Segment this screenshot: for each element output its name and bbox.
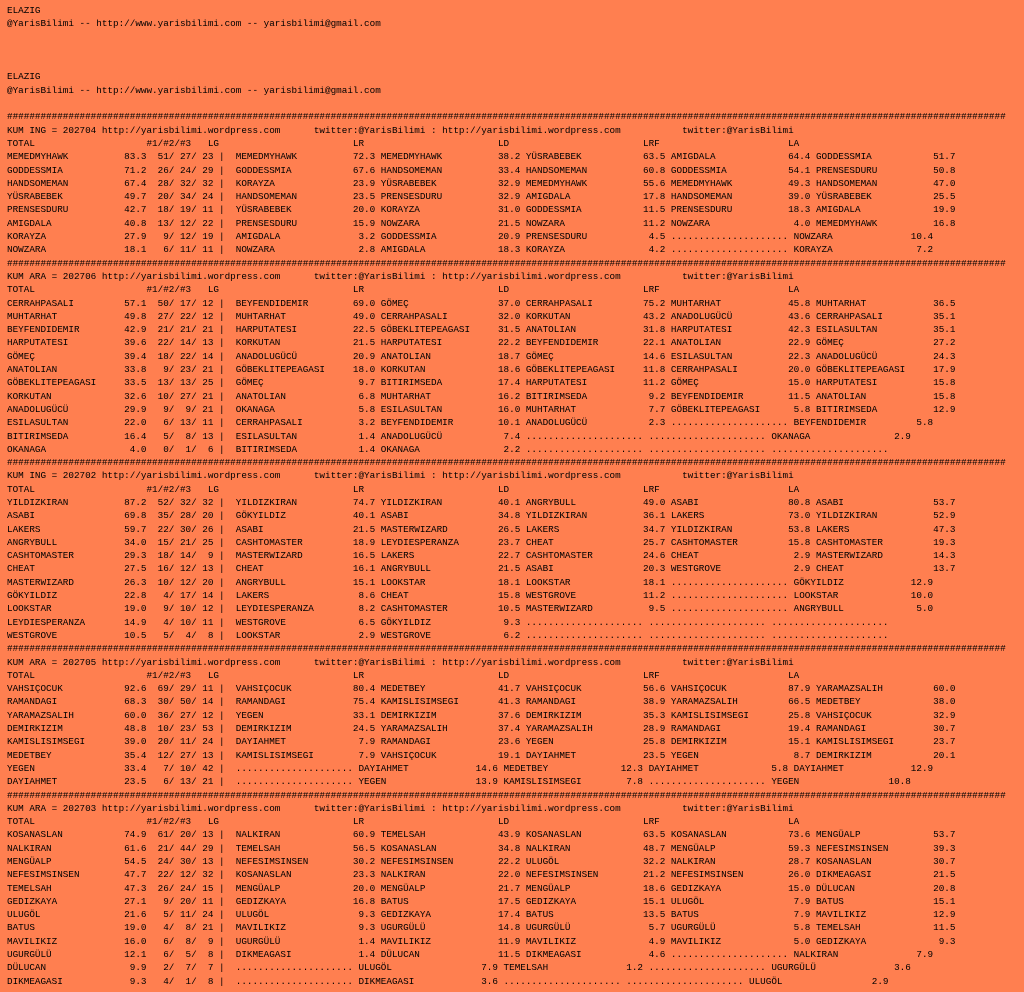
text-line: HARPUTATESI 39.6 22/ 14/ 13 | KORKUTAN 21.5 HARPUTATESI 22.2 BEYFENDIDEMIR 22.1 ANATOLIAN 22.9 GÖMEÇ 27.2 bbox=[7, 337, 956, 349]
text-line: YÜSRABEBEK 49.7 20/ 34/ 24 | HANDSOMEMAN 23.5 PRENSESDURU 32.9 AMIGDALA 17.8 HANDSOMEMAN 39.0 YÜSRABEBEK 25.5 bbox=[7, 191, 956, 203]
text-line: ELAZIG bbox=[7, 5, 41, 16]
text-line: CHEAT 27.5 16/ 12/ 13 | CHEAT 16.1 ANGRYBULL 21.5 ASABI 20.3 WESTGROVE 2.9 CHEAT 13.7 bbox=[7, 563, 956, 575]
text-line: BITIRIMSEDA 16.4 5/ 8/ 13 | ESILASULTAN 1.4 ANADOLUGÜCÜ 7.4 ..................... ..................... OKANAGA 2.9 bbox=[7, 430, 911, 442]
text-line: KUM ARA = 202705 http://yarisbilimi.wordpress.com twitter:@YarisBilimi : http://yarisbilimi.wordpress.com twitter:@YarisBilimi bbox=[7, 656, 794, 668]
text-line: WESTGROVE 10.5 5/ 4/ 8 | LOOKSTAR 2.9 WESTGROVE 6.2 ..................... ..................... ..................... bbox=[7, 629, 889, 641]
text-line: MEDETBEY 35.4 12/ 27/ 13 | KAMISLISIMSEGI 7.9 VAHSIÇOCUK 19.1 DAYIAHMET 23.5 YEGEN 8.7 DEMIRKIZIM 20.1 bbox=[7, 749, 956, 761]
text-line: YARAMAZSALIH 60.0 36/ 27/ 12 | YEGEN 33.1 DEMIRKIZIM 37.6 DEMIRKIZIM 35.3 KAMISLISIMSEGI 25.8 VAHSIÇOCUK 32.9 bbox=[7, 709, 956, 721]
text-line: KOSANASLAN 74.9 61/ 20/ 13 | NALKIRAN 60.9 TEMELSAH 43.9 KOSANASLAN 63.5 KOSANASLAN 73.6 MENGÜALP 53.7 bbox=[7, 829, 956, 841]
text-line: YILDIZKIRAN 87.2 52/ 32/ 32 | YILDIZKIRAN 74.7 YILDIZKIRAN 40.1 ANGRYBULL 49.0 ASABI 80.8 ASABI 53.7 bbox=[7, 496, 956, 508]
text-line: TEMELSAH 47.3 26/ 24/ 15 | MENGÜALP 20.0 MENGÜALP 21.7 MENGÜALP 18.6 GEDIZKAYA 15.0 DÜLUCAN 20.8 bbox=[7, 882, 956, 894]
text-line: TOTAL #1/#2/#3 LG LR LD LRF LA bbox=[7, 137, 800, 149]
text-line: UGURGÜLÜ 12.1 6/ 5/ 8 | DIKMEAGASI 1.4 DÜLUCAN 11.5 DIKMEAGASI 4.6 ..................... NALKIRAN 7.9 bbox=[7, 949, 934, 961]
text-line: ASABI 69.8 35/ 28/ 20 | GÖKYILDIZ 40.1 ASABI 34.8 YILDIZKIRAN 36.1 LAKERS 73.0 YILDIZKIRAN 52.9 bbox=[7, 510, 956, 522]
text-line: HANDSOMEMAN 67.4 28/ 32/ 32 | KORAYZA 23.9 YÜSRABEBEK 32.9 MEMEDMYHAWK 55.6 MEMEDMYHAWK 49.3 HANDSOMEMAN 47.0 bbox=[7, 177, 956, 189]
text-line: TOTAL #1/#2/#3 LG LR LD LRF LA bbox=[7, 284, 800, 296]
text-line: ANGRYBULL 34.0 15/ 21/ 25 | CASHTOMASTER 18.9 LEYDIESPERANZA 23.7 CHEAT 25.7 CASHTOMASTER 15.8 CASHTOMASTER 19.3 bbox=[7, 536, 956, 548]
text-line: KAMISLISIMSEGI 39.0 20/ 11/ 24 | DAYIAHMET 7.9 RAMANDAGI 23.6 YEGEN 25.8 DEMIRKIZIM 15.1 KAMISLISIMSEGI 23.7 bbox=[7, 736, 956, 748]
text-line: ################################################################################################################################################################################### bbox=[7, 789, 1006, 801]
text-line: ESILASULTAN 22.0 6/ 13/ 11 | CERRAHPASALI 3.2 BEYFENDIDEMIR 10.1 ANADOLUGÜCÜ 2.3 ..................... BEYFENDIDEMIR 5.8 bbox=[7, 417, 934, 429]
text-line: NEFESIMSINSEN 47.7 22/ 12/ 32 | KOSANASLAN 23.3 NALKIRAN 22.0 NEFESIMSINSEN 21.2 NEFESIMSINSEN 26.0 DIKMEAGASI 21.5 bbox=[7, 869, 956, 881]
text-line: MENGÜALP 54.5 24/ 30/ 13 | NEFESIMSINSEN 30.2 NEFESIMSINSEN 22.2 ULUGÖL 32.2 NALKIRAN 28.7 KOSANASLAN 30.7 bbox=[7, 856, 956, 867]
text-line: ################################################################################################################################################################################### bbox=[7, 257, 1006, 269]
text-line: GEDIZKAYA 27.1 9/ 20/ 11 | GEDIZKAYA 16.8 BATUS 17.5 GEDIZKAYA 15.1 ULUGÖL 7.9 BATUS 15.1 bbox=[7, 895, 956, 907]
text-line: PRENSESDURU 42.7 18/ 19/ 11 | YÜSRABEBEK 20.0 KORAYZA 31.0 GODDESSMIA 11.5 PRENSESDURU 18.3 AMIGDALA 19.9 bbox=[7, 204, 956, 216]
text-line: KUM ARA = 202706 http://yarisbilimi.wordpress.com twitter:@YarisBilimi : http://yarisbilimi.wordpress.com twitter:@YarisBilimi bbox=[7, 270, 794, 282]
text-line: GÖMEÇ 39.4 18/ 22/ 14 | ANADOLUGÜCÜ 20.9 ANATOLIAN 18.7 GÖMEÇ 14.6 ESILASULTAN 22.3 ANADOLUGÜCÜ 24.3 bbox=[7, 350, 956, 362]
text-line: OKANAGA 4.0 0/ 1/ 6 | BITIRIMSEDA 1.4 OKANAGA 2.2 ..................... ..................... ..................... bbox=[7, 443, 889, 455]
text-line: DAYIAHMET 23.5 6/ 13/ 21 | ..................... YEGEN 13.9 KAMISLISIMSEGI 7.8 ..................... YEGEN 10.8 bbox=[7, 776, 911, 788]
text-line: NALKIRAN 61.6 21/ 44/ 29 | TEMELSAH 56.5 KOSANASLAN 34.8 NALKIRAN 48.7 MENGÜALP 59.3 NEFESIMSINSEN 39.3 bbox=[7, 842, 956, 854]
text-line: GÖKYILDIZ 22.8 4/ 17/ 14 | LAKERS 8.6 CHEAT 15.8 WESTGROVE 11.2 ..................... LOOKSTAR 10.0 bbox=[7, 590, 934, 602]
text-line: MASTERWIZARD 26.3 10/ 12/ 20 | ANGRYBULL 15.1 LOOKSTAR 18.1 LOOKSTAR 18.1 ..................... GÖKYILDIZ 12.9 bbox=[7, 576, 934, 588]
text-line: ################################################################################################################################################################################### bbox=[7, 111, 1006, 123]
text-line: TOTAL #1/#2/#3 LG LR LD LRF LA bbox=[7, 483, 800, 495]
text-line: DEMIRKIZIM 48.8 10/ 23/ 53 | DEMIRKIZIM 24.5 YARAMAZSALIH 37.4 YARAMAZSALIH 28.9 RAMANDAGI 19.4 RAMANDAGI 30.7 bbox=[7, 723, 956, 735]
text-line: AMIGDALA 40.8 13/ 12/ 22 | PRENSESDURU 15.9 NOWZARA 21.5 NOWZARA 11.2 NOWZARA 4.0 MEMEDMYHAWK 16.8 bbox=[7, 217, 956, 229]
text-line: TOTAL #1/#2/#3 LG LR LD LRF LA bbox=[7, 816, 800, 828]
text-line: KUM ARA = 202703 http://yarisbilimi.wordpress.com twitter:@YarisBilimi : http://yarisbilimi.wordpress.com twitter:@YarisBilimi bbox=[7, 802, 794, 814]
text-line: KUM ING = 202702 http://yarisbilimi.wordpress.com twitter:@YarisBilimi : http://yarisbilimi.wordpress.com twitter:@YarisBilimi bbox=[7, 470, 794, 482]
text-line: RAMANDAGI 68.3 30/ 50/ 14 | RAMANDAGI 75.4 KAMISLISIMSEGI 41.3 RAMANDAGI 38.9 YARAMAZSALIH 66.5 MEDETBEY 38.0 bbox=[7, 696, 956, 708]
text-line: KORAYZA 27.9 9/ 12/ 19 | AMIGDALA 3.2 GODDESSMIA 20.9 PRENSESDURU 4.5 ..................... NOWZARA 10.4 bbox=[7, 231, 934, 243]
text-line: DIKMEAGASI 9.3 4/ 1/ 8 | ..................... DIKMEAGASI 3.6 ..................... ..................... ULUGÖL 2.9 bbox=[7, 975, 889, 987]
text-line: CERRAHPASALI 57.1 50/ 17/ 12 | BEYFENDIDEMIR 69.0 GÖMEÇ 37.0 CERRAHPASALI 75.2 MUHTARHAT 45.8 MUHTARHAT 36.5 bbox=[7, 297, 956, 309]
text-line: ################################################################################################################################################################################### bbox=[7, 457, 1006, 469]
text-line: @YarisBilimi -- http://www.yarisbilimi.com -- yarisbilimi@gmail.com bbox=[7, 84, 381, 96]
text-line: ELAZIG bbox=[7, 71, 41, 83]
text-line: NOWZARA 18.1 6/ 11/ 11 | NOWZARA 2.8 AMIGDALA 18.3 KORAYZA 4.2 ..................... KORAYZA 7.2 bbox=[7, 244, 934, 256]
text-line: KUM ING = 202704 http://yarisbilimi.wordpress.com twitter:@YarisBilimi : http://yarisbilimi.wordpress.com twitter:@YarisBilimi bbox=[7, 124, 794, 136]
text-line: ################################################################################################################################################################################### bbox=[7, 643, 1006, 655]
text-line: MUHTARHAT 49.8 27/ 22/ 12 | MUHTARHAT 49.0 CERRAHPASALI 32.0 KORKUTAN 43.2 ANADOLUGÜCÜ 43.6 CERRAHPASALI 35.1 bbox=[7, 310, 956, 322]
text-line: LOOKSTAR 19.0 9/ 10/ 12 | LEYDIESPERANZA 8.2 CASHTOMASTER 10.5 MASTERWIZARD 9.5 ..................... ANGRYBULL 5.0 bbox=[7, 603, 934, 615]
text-line: ANADOLUGÜCÜ 29.9 9/ 9/ 21 | OKANAGA 5.8 ESILASULTAN 16.0 MUHTARHAT 7.7 GÖBEKLITEPEAGASI 5.8 BITIRIMSEDA 12.9 bbox=[7, 403, 956, 415]
text-line: BATUS 19.0 4/ 8/ 21 | MAVILIKIZ 9.3 UGURGÜLÜ 14.8 UGURGÜLÜ 5.7 UGURGÜLÜ 5.8 TEMELSAH 11.5 bbox=[7, 922, 956, 934]
text-line: MAVILIKIZ 16.0 6/ 8/ 9 | UGURGÜLÜ 1.4 MAVILIKIZ 11.9 MAVILIKIZ 4.9 MAVILIKIZ 5.0 GEDIZKAYA 9.3 bbox=[7, 935, 956, 947]
text-line: GODDESSMIA 71.2 26/ 24/ 29 | GODDESSMIA 67.6 HANDSOMEMAN 33.4 HANDSOMEMAN 60.8 GODDESSMIA 54.1 PRENSESDURU 50.8 bbox=[7, 164, 956, 176]
text-line: KORKUTAN 32.6 10/ 27/ 21 | ANATOLIAN 6.8 MUHTARHAT 16.2 BITIRIMSEDA 9.2 BEYFENDIDEMIR 11.5 ANATOLIAN 15.8 bbox=[7, 390, 956, 402]
text-line: TOTAL #1/#2/#3 LG LR LD LRF LA bbox=[7, 669, 800, 681]
text-line: ULUGÖL 21.6 5/ 11/ 24 | ULUGÖL 9.3 GEDIZKAYA 17.4 BATUS 13.5 BATUS 7.9 MAVILIKIZ 12.9 bbox=[7, 909, 956, 921]
text-line: LAKERS 59.7 22/ 30/ 26 | ASABI 21.5 MASTERWIZARD 26.5 LAKERS 34.7 YILDIZKIRAN 53.8 LAKERS 47.3 bbox=[7, 523, 956, 535]
text-line: LEYDIESPERANZA 14.9 4/ 10/ 11 | WESTGROVE 6.5 GÖKYILDIZ 9.3 ..................... ..................... ..................... bbox=[7, 616, 889, 628]
text-line: CASHTOMASTER 29.3 18/ 14/ 9 | MASTERWIZARD 16.5 LAKERS 22.7 CASHTOMASTER 24.6 CHEAT 2.9 MASTERWIZARD 14.3 bbox=[7, 550, 956, 562]
text-line: GÖBEKLITEPEAGASI 33.5 13/ 13/ 25 | GÖMEÇ 9.7 BITIRIMSEDA 17.4 HARPUTATESI 11.2 GÖMEÇ 15.0 HARPUTATESI 15.8 bbox=[7, 377, 956, 389]
text-line: YEGEN 33.4 7/ 10/ 42 | ..................... DAYIAHMET 14.6 MEDETBEY 12.3 DAYIAHMET 5.8 DAYIAHMET 12.9 bbox=[7, 762, 934, 774]
text-line: VAHSIÇOCUK 92.6 69/ 29/ 11 | VAHSIÇOCUK 80.4 MEDETBEY 41.7 VAHSIÇOCUK 56.6 VAHSIÇOCUK 87.9 YARAMAZSALIH 60.0 bbox=[7, 683, 956, 695]
text-line: ANATOLIAN 33.8 9/ 23/ 21 | GÖBEKLITEPEAGASI 18.0 KORKUTAN 18.6 GÖBEKLITEPEAGASI 11.8 CERRAHPASALI 20.0 GÖBEKLITEPEAGASI 17.9 bbox=[7, 364, 956, 376]
text-line: DÜLUCAN 9.9 2/ 7/ 7 | ..................... ULUGÖL 7.9 TEMELSAH 1.2 ..................... UGURGÜLÜ 3.6 bbox=[7, 962, 911, 974]
text-line: MEMEDMYHAWK 83.3 51/ 27/ 23 | MEMEDMYHAWK 72.3 MEMEDMYHAWK 38.2 YÜSRABEBEK 63.5 AMIGDALA 64.4 GODDESSMIA 51.7 bbox=[7, 151, 956, 163]
text-line: @YarisBilimi -- http://www.yarisbilimi.com -- yarisbilimi@gmail.com bbox=[7, 18, 381, 30]
text-line: BEYFENDIDEMIR 42.9 21/ 21/ 21 | HARPUTATESI 22.5 GÖBEKLITEPEAGASI 31.5 ANATOLIAN 31.8 HARPUTATESI 42.3 ESILASULTAN 35.1 bbox=[7, 324, 956, 336]
